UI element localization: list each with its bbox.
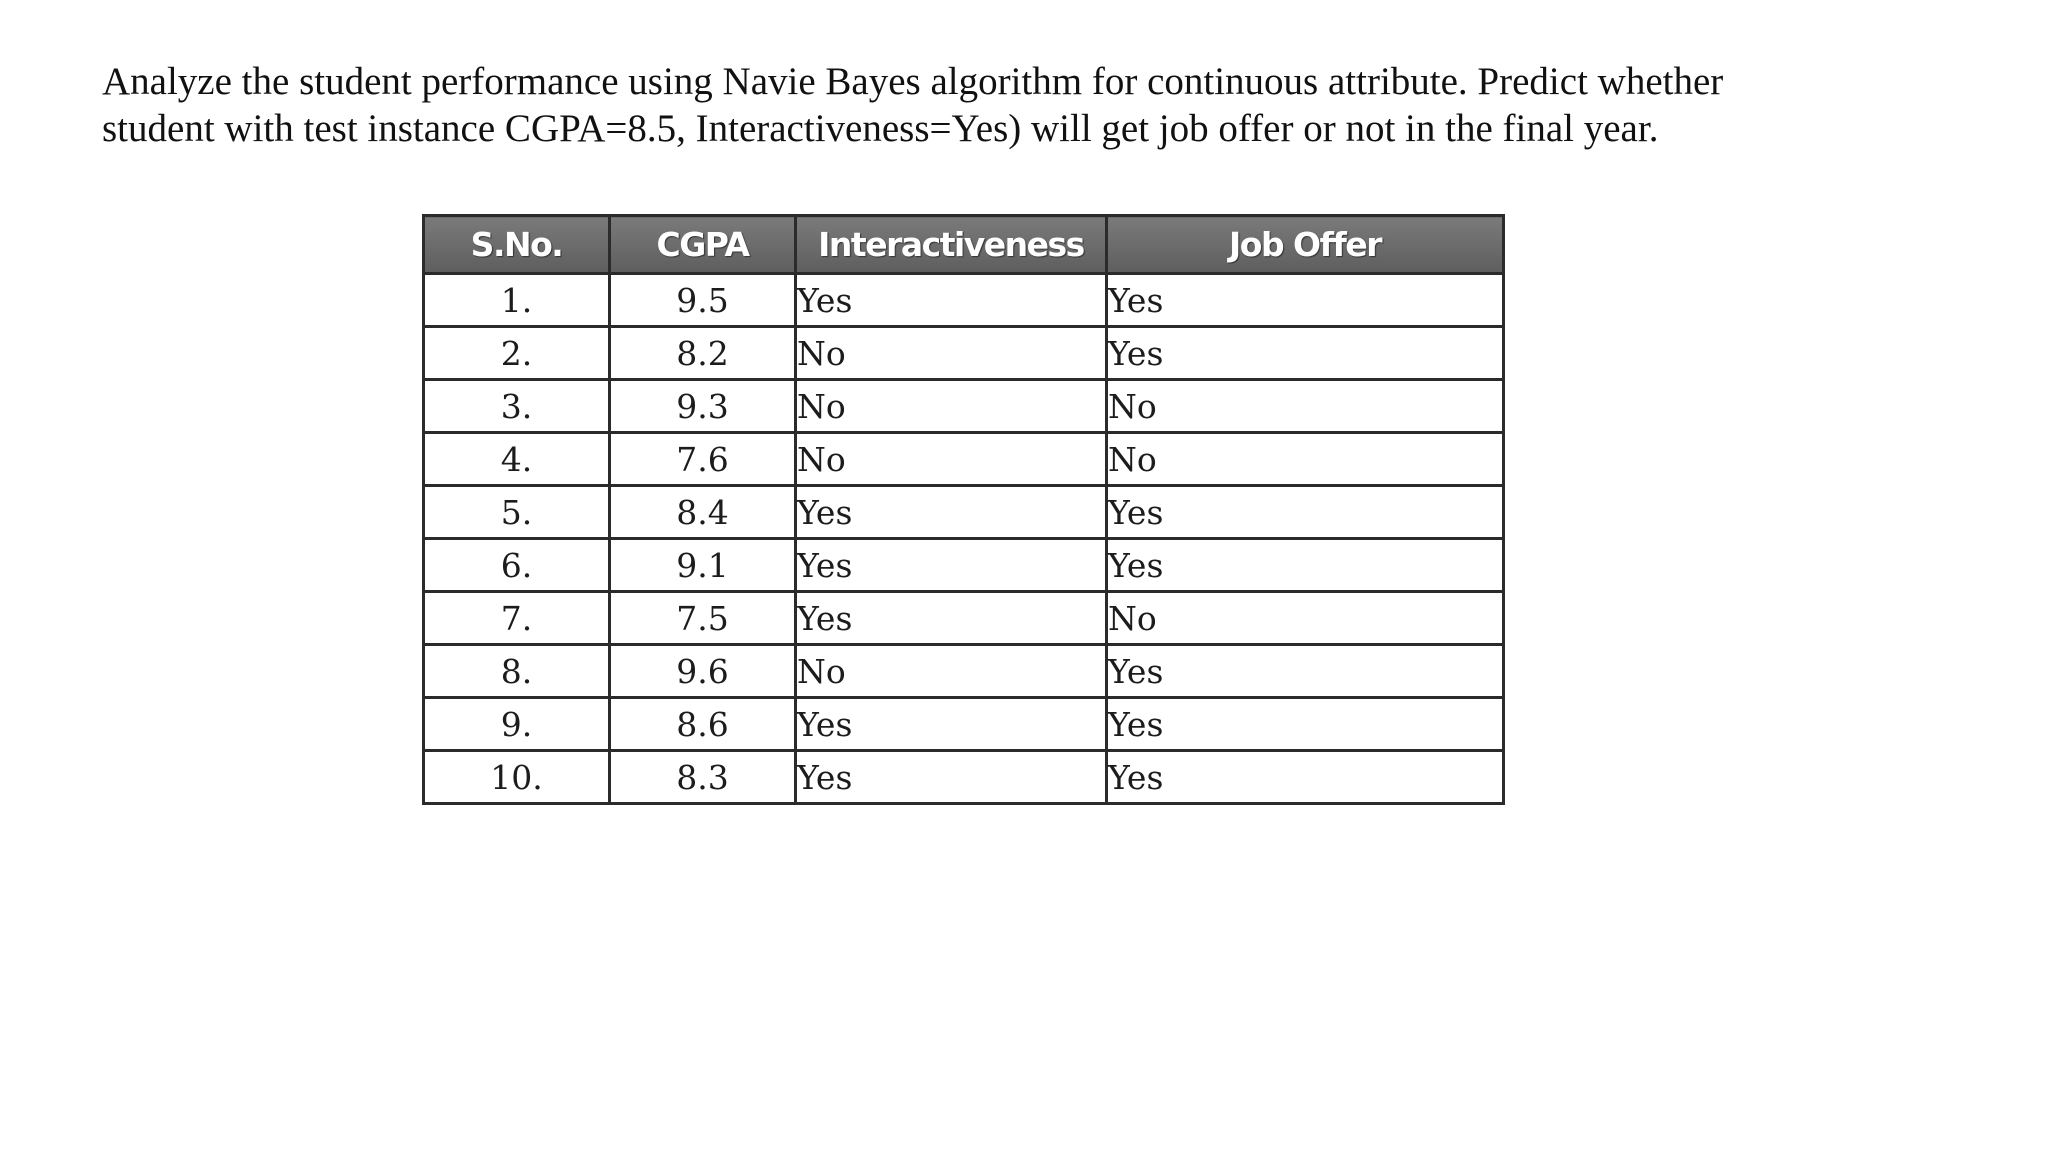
cell-interactiveness: Yes xyxy=(796,751,1107,804)
cell-cgpa: 9.3 xyxy=(610,380,796,433)
header-interactiveness: Interactiveness xyxy=(796,216,1107,274)
table-header-row xyxy=(424,216,1504,274)
cell-interactiveness: Yes xyxy=(796,698,1107,751)
table-row xyxy=(424,592,1504,645)
cell-interactiveness: Yes xyxy=(796,486,1107,539)
cell-cgpa: 9.5 xyxy=(610,274,796,327)
cell-job-offer: No xyxy=(1107,433,1504,486)
cell-job-offer: Yes xyxy=(1107,327,1504,380)
header-job-offer: Job Offer xyxy=(1107,216,1504,274)
cell-sno: 1. xyxy=(424,274,610,327)
cell-cgpa: 8.2 xyxy=(610,327,796,380)
question-text xyxy=(102,58,1802,152)
cell-interactiveness: Yes xyxy=(796,592,1107,645)
cell-cgpa: 8.4 xyxy=(610,486,796,539)
cell-cgpa: 8.6 xyxy=(610,698,796,751)
student-data-table xyxy=(422,214,1505,805)
cell-job-offer: No xyxy=(1107,592,1504,645)
cell-job-offer: Yes xyxy=(1107,539,1504,592)
cell-interactiveness: No xyxy=(796,327,1107,380)
cell-sno: 4. xyxy=(424,433,610,486)
cell-sno: 8. xyxy=(424,645,610,698)
header-cgpa: CGPA xyxy=(610,216,796,274)
table-row xyxy=(424,698,1504,751)
header-sno: S.No. xyxy=(424,216,610,274)
cell-sno: 3. xyxy=(424,380,610,433)
cell-sno: 9. xyxy=(424,698,610,751)
cell-job-offer: Yes xyxy=(1107,274,1504,327)
cell-job-offer: Yes xyxy=(1107,751,1504,804)
cell-sno: 6. xyxy=(424,539,610,592)
cell-job-offer: No xyxy=(1107,380,1504,433)
cell-cgpa: 8.3 xyxy=(610,751,796,804)
table-row xyxy=(424,645,1504,698)
question-line-2: student with test instance CGPA=8.5, Interactiveness=Yes) will get job offer or not in the final year. xyxy=(102,107,1659,150)
cell-job-offer: Yes xyxy=(1107,698,1504,751)
cell-cgpa: 9.1 xyxy=(610,539,796,592)
table-row xyxy=(424,486,1504,539)
table-body xyxy=(424,274,1504,804)
cell-cgpa: 9.6 xyxy=(610,645,796,698)
cell-interactiveness: No xyxy=(796,380,1107,433)
cell-interactiveness: No xyxy=(796,645,1107,698)
table-row xyxy=(424,327,1504,380)
table-row xyxy=(424,751,1504,804)
cell-interactiveness: No xyxy=(796,433,1107,486)
table-row xyxy=(424,539,1504,592)
cell-sno: 10. xyxy=(424,751,610,804)
cell-sno: 2. xyxy=(424,327,610,380)
cell-interactiveness: Yes xyxy=(796,539,1107,592)
cell-interactiveness: Yes xyxy=(796,274,1107,327)
table-row xyxy=(424,433,1504,486)
cell-cgpa: 7.6 xyxy=(610,433,796,486)
table-row xyxy=(424,380,1504,433)
cell-job-offer: Yes xyxy=(1107,645,1504,698)
data-table xyxy=(422,214,1505,805)
cell-job-offer: Yes xyxy=(1107,486,1504,539)
cell-sno: 7. xyxy=(424,592,610,645)
table-row xyxy=(424,274,1504,327)
cell-cgpa: 7.5 xyxy=(610,592,796,645)
question-line-1: Analyze the student performance using Navie Bayes algorithm for continuous attribute. Predict whether xyxy=(102,60,1724,103)
cell-sno: 5. xyxy=(424,486,610,539)
